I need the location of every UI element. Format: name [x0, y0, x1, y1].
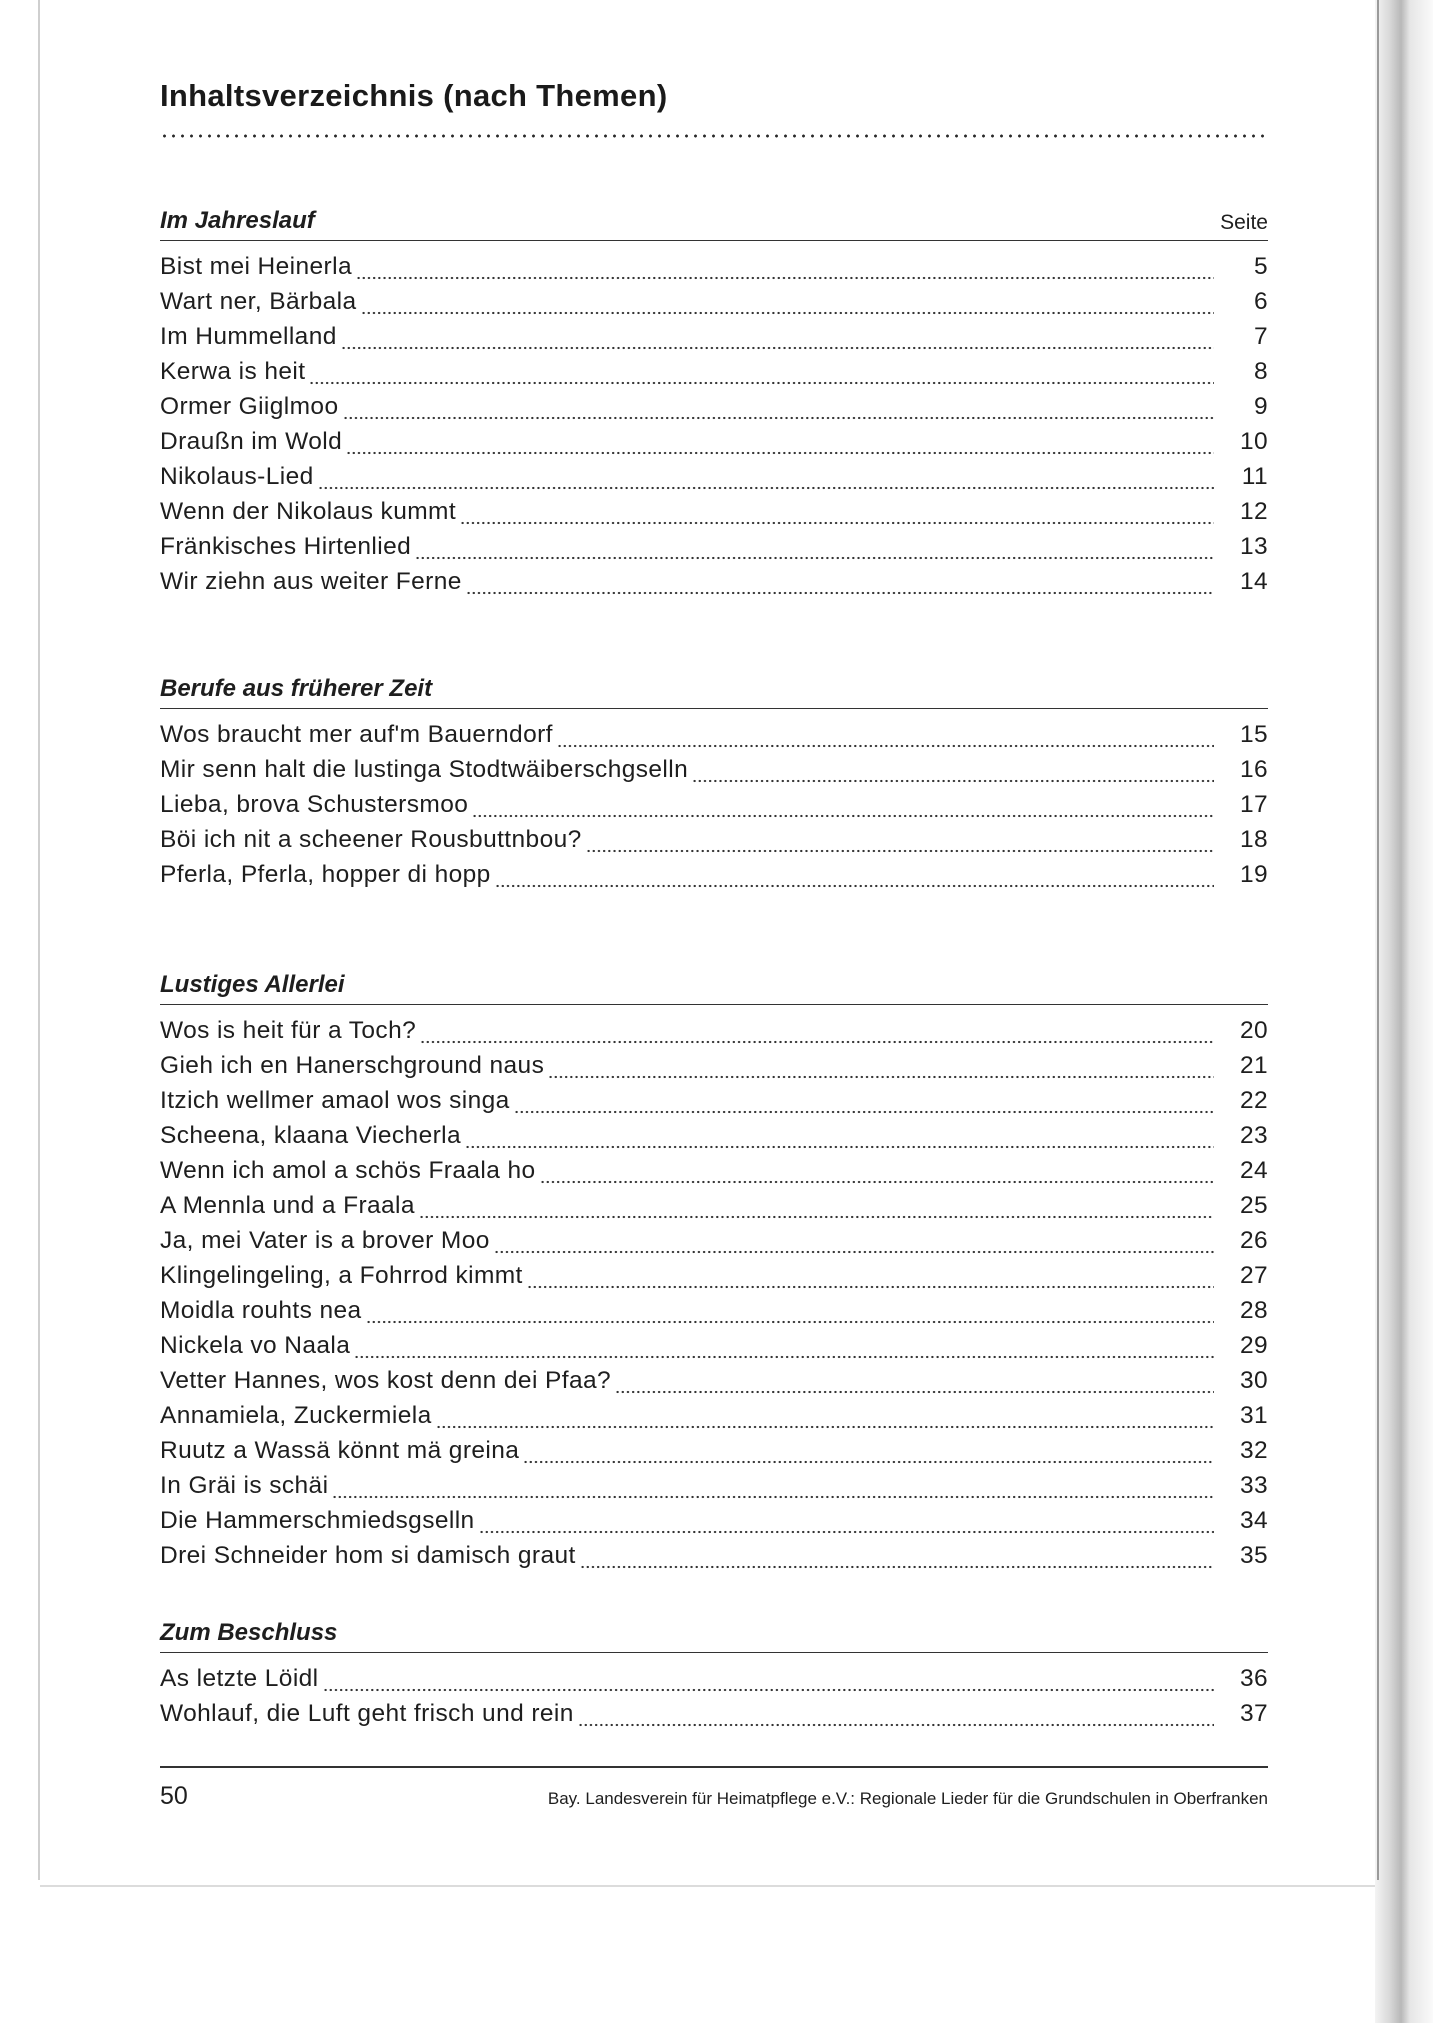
entry-title: Nikolaus-Lied: [160, 463, 314, 490]
entry-title: As letzte Löidl: [160, 1665, 319, 1692]
entry-title: Wos is heit für a Toch?: [160, 1017, 417, 1044]
toc-entry: [160, 1227, 1268, 1262]
scan-edge-shadow: [1375, 0, 1433, 2023]
dot-leader: [495, 884, 1214, 888]
entry-page-number: 29: [1239, 1332, 1268, 1359]
entry-page-number: 26: [1239, 1227, 1268, 1254]
scan-bottom-edge: [40, 1885, 1375, 1887]
section-berufe-aus-frueherer-zeit: [160, 674, 1268, 896]
dot-leader: [615, 1390, 1214, 1394]
entry-title: Wohlauf, die Luft geht frisch und rein: [160, 1700, 574, 1727]
entry-page-number: 18: [1239, 826, 1268, 853]
entry-title: Wart ner, Bärbala: [160, 288, 357, 315]
entry-title: Drei Schneider hom si damisch graut: [160, 1542, 576, 1569]
entry-page-number: 9: [1253, 393, 1268, 420]
dot-leader: [419, 1215, 1214, 1219]
section-lustiges-allerlei: [160, 970, 1268, 1577]
toc-entry: [160, 1262, 1268, 1297]
entry-page-number: 7: [1253, 323, 1268, 350]
toc-entry: [160, 1542, 1268, 1577]
dot-leader: [494, 1250, 1214, 1254]
toc-entry: [160, 1665, 1268, 1700]
entry-title: Draußn im Wold: [160, 428, 343, 455]
entry-title: Im Hummelland: [160, 323, 337, 350]
entry-page-number: 16: [1239, 756, 1268, 783]
toc-entry: [160, 1700, 1268, 1735]
section-heading: Berufe aus früherer Zeit: [160, 675, 433, 702]
dot-leader: [692, 779, 1214, 783]
toc-entry: [160, 393, 1268, 428]
toc-entry: [160, 428, 1268, 463]
dot-leader: [415, 556, 1214, 560]
entry-title: Vetter Hannes, wos kost denn dei Pfaa?: [160, 1367, 612, 1394]
section-im-jahreslauf: [160, 206, 1268, 603]
entry-title: In Gräi is schäi: [160, 1472, 329, 1499]
entry-title: Annamiela, Zuckermiela: [160, 1402, 432, 1429]
section-header: [160, 970, 1268, 1005]
entry-page-number: 30: [1239, 1367, 1268, 1394]
entry-title: Ruutz a Wassä könnt mä greina: [160, 1437, 520, 1464]
entry-title: Wenn ich amol a schös Fraala ho: [160, 1157, 536, 1184]
section-heading: Im Jahreslauf: [160, 207, 315, 234]
dot-leader: [361, 311, 1214, 315]
dot-leader: [578, 1723, 1214, 1727]
entry-list: [160, 1665, 1268, 1735]
toc-entry: [160, 1507, 1268, 1542]
toc-entry: [160, 1017, 1268, 1052]
scan-edge-line: [1377, 0, 1379, 1880]
entry-title: Itzich wellmer amaol wos singa: [160, 1087, 510, 1114]
page-title: Inhaltsverzeichnis (nach Themen): [160, 78, 668, 113]
dot-leader: [318, 486, 1214, 490]
dot-leader: [586, 849, 1214, 853]
toc-entry: [160, 1437, 1268, 1472]
toc-entry: [160, 1192, 1268, 1227]
footer-publisher: Bay. Landesverein für Heimatpflege e.V.: Regionale Lieder für die Grundschulen in Oberfranken: [547, 1789, 1268, 1808]
entry-title: Lieba, brova Schustersmoo: [160, 791, 469, 818]
toc-entry: [160, 721, 1268, 756]
entry-page-number: 19: [1239, 861, 1268, 888]
entry-list: [160, 721, 1268, 896]
dot-leader: [420, 1040, 1214, 1044]
entry-page-number: 15: [1239, 721, 1268, 748]
entry-page-number: 23: [1239, 1122, 1268, 1149]
section-header: [160, 1618, 1268, 1653]
dot-leader: [557, 744, 1214, 748]
dot-leader: [514, 1110, 1214, 1114]
entry-list: [160, 1017, 1268, 1577]
toc-entry: [160, 1087, 1268, 1122]
toc-entry: [160, 1367, 1268, 1402]
title-dotted-rule: [160, 134, 1268, 138]
entry-page-number: 5: [1253, 253, 1268, 280]
toc-entry: [160, 568, 1268, 603]
toc-entry: [160, 498, 1268, 533]
dot-leader: [472, 814, 1214, 818]
toc-entry: [160, 1122, 1268, 1157]
entry-title: Bist mei Heinerla: [160, 253, 352, 280]
dot-leader: [332, 1495, 1214, 1499]
dot-leader: [465, 1145, 1214, 1149]
entry-page-number: 6: [1253, 288, 1268, 315]
footer-page-number: 50: [160, 1782, 188, 1810]
dot-leader: [309, 381, 1214, 385]
entry-page-number: 14: [1239, 568, 1268, 595]
dot-leader: [341, 346, 1214, 350]
dot-leader: [366, 1320, 1214, 1324]
page-column-label: Seite: [1220, 211, 1268, 234]
toc-entry: [160, 288, 1268, 323]
toc-entry: [160, 826, 1268, 861]
entry-title: Die Hammerschmiedsgselln: [160, 1507, 475, 1534]
entry-title: Böi ich nit a scheener Rousbuttnbou?: [160, 826, 582, 853]
entry-page-number: 10: [1239, 428, 1268, 455]
section-heading: Zum Beschluss: [160, 1619, 338, 1646]
entry-page-number: 21: [1239, 1052, 1268, 1079]
entry-title: Mir senn halt die lustinga Stodtwäiberschgselln: [160, 756, 689, 783]
entry-page-number: 11: [1241, 463, 1268, 490]
entry-page-number: 27: [1239, 1262, 1268, 1289]
dot-leader: [354, 1355, 1214, 1359]
toc-entry: [160, 791, 1268, 826]
entry-list: [160, 253, 1268, 603]
entry-page-number: 20: [1239, 1017, 1268, 1044]
entry-title: A Mennla und a Fraala: [160, 1192, 415, 1219]
toc-entry: [160, 323, 1268, 358]
entry-page-number: 25: [1239, 1192, 1268, 1219]
entry-page-number: 8: [1253, 358, 1268, 385]
entry-title: Ja, mei Vater is a brover Moo: [160, 1227, 490, 1254]
entry-page-number: 24: [1239, 1157, 1268, 1184]
dot-leader: [523, 1460, 1214, 1464]
toc-entry: [160, 1157, 1268, 1192]
dot-leader: [527, 1285, 1214, 1289]
entry-title: Fränkisches Hirtenlied: [160, 533, 412, 560]
section-heading: Lustiges Allerlei: [160, 971, 345, 998]
entry-title: Klingelingeling, a Fohrrod kimmt: [160, 1262, 523, 1289]
entry-page-number: 28: [1239, 1297, 1268, 1324]
toc-entry: [160, 756, 1268, 791]
scan-left-edge: [38, 0, 40, 1880]
footer-rule: [160, 1766, 1268, 1768]
toc-entry: [160, 1402, 1268, 1437]
dot-leader: [436, 1425, 1214, 1429]
toc-entry: [160, 1297, 1268, 1332]
entry-page-number: 33: [1239, 1472, 1268, 1499]
toc-entry: [160, 463, 1268, 498]
entry-page-number: 12: [1239, 498, 1268, 525]
dot-leader: [460, 521, 1214, 525]
entry-page-number: 32: [1239, 1437, 1268, 1464]
toc-entry: [160, 253, 1268, 288]
entry-page-number: 22: [1239, 1087, 1268, 1114]
section-header: [160, 206, 1268, 241]
entry-title: Wos braucht mer auf'm Bauerndorf: [160, 721, 553, 748]
entry-title: Ormer Giiglmoo: [160, 393, 339, 420]
entry-title: Pferla, Pferla, hopper di hopp: [160, 861, 491, 888]
entry-page-number: 17: [1239, 791, 1268, 818]
dot-leader: [343, 416, 1215, 420]
dot-leader: [540, 1180, 1214, 1184]
toc-entry: [160, 533, 1268, 568]
entry-title: Wir ziehn aus weiter Ferne: [160, 568, 462, 595]
entry-page-number: 31: [1239, 1402, 1268, 1429]
dot-leader: [479, 1530, 1214, 1534]
toc-entry: [160, 861, 1268, 896]
dot-leader: [323, 1688, 1214, 1692]
dot-leader: [466, 591, 1214, 595]
section-zum-beschluss: [160, 1618, 1268, 1735]
entry-page-number: 35: [1239, 1542, 1268, 1569]
entry-title: Scheena, klaana Viecherla: [160, 1122, 462, 1149]
dot-leader: [580, 1565, 1214, 1569]
section-header: [160, 674, 1268, 709]
entry-page-number: 36: [1239, 1665, 1268, 1692]
entry-title: Nickela vo Naala: [160, 1332, 351, 1359]
toc-entry: [160, 1052, 1268, 1087]
entry-title: Moidla rouhts nea: [160, 1297, 362, 1324]
dot-leader: [346, 451, 1214, 455]
toc-entry: [160, 358, 1268, 393]
toc-entry: [160, 1472, 1268, 1507]
toc-entry: [160, 1332, 1268, 1367]
entry-title: Kerwa is heit: [160, 358, 306, 385]
dot-leader: [548, 1075, 1214, 1079]
dot-leader: [356, 276, 1214, 280]
entry-page-number: 13: [1239, 533, 1268, 560]
entry-title: Wenn der Nikolaus kummt: [160, 498, 457, 525]
entry-page-number: 34: [1239, 1507, 1268, 1534]
entry-page-number: 37: [1239, 1700, 1268, 1727]
entry-title: Gieh ich en Hanerschground naus: [160, 1052, 545, 1079]
